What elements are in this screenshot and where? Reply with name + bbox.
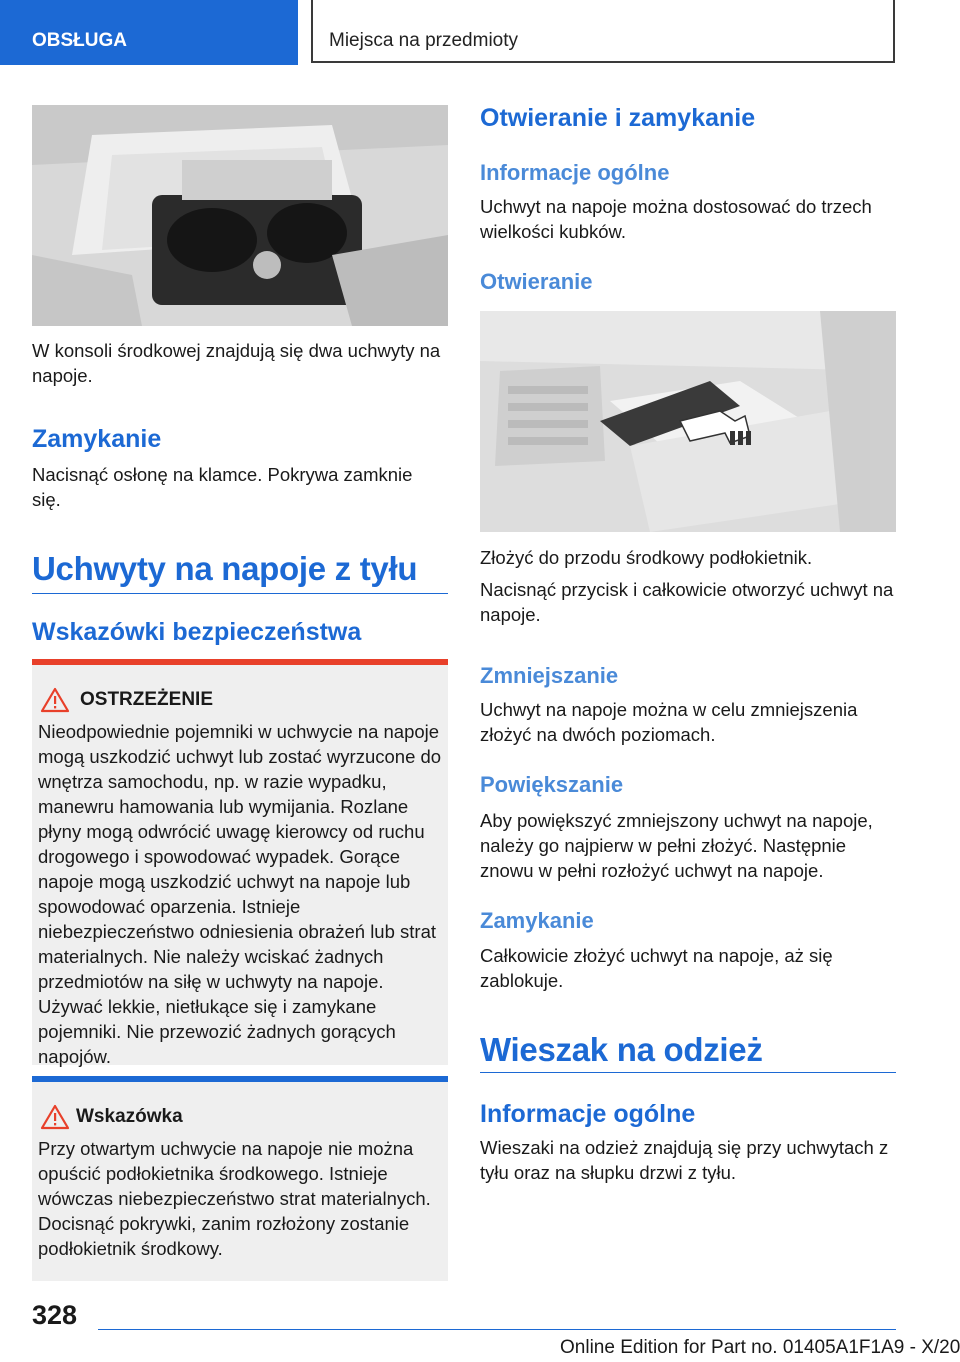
photo-caption: W konsoli środkowej znajdują się dwa uchwyty na napoje. (32, 340, 441, 386)
general-text: Uchwyt na napoje można dostosować do trzech wielkości kubków. (480, 196, 872, 242)
enlarge-text: Aby powiększyć zmniejszony uchwyt na napoje, należy go najpierw w pełni złożyć. Następnie znowu w pełni rozłożyć uchwyt na napoje. (480, 810, 873, 881)
close-heading: Zamykanie (480, 908, 594, 933)
closing-heading: Zamykanie (32, 425, 162, 453)
edition-text: Online Edition for Part no. 01405A1F1A9 - X/20 (560, 1337, 960, 1358)
chapter-tab (311, 0, 895, 63)
note-triangle-icon (40, 1104, 70, 1130)
note-box (32, 1076, 448, 1281)
note-bar (32, 1076, 448, 1082)
reduce-heading: Zmniejszanie (480, 663, 619, 688)
closing-text: Nacisnąć osłonę na klamce. Pokrywa zamknie się. (32, 464, 413, 510)
console-cupholder-photo (32, 105, 448, 326)
hanger-general-heading: Informacje ogólne (480, 1100, 696, 1128)
enlarge-heading: Powiększanie (480, 772, 624, 797)
page-number: 328 (32, 1300, 78, 1330)
note-text: Przy otwartym uchwycie na napoje nie można opuścić podłokietnika środkowego. Istnieje wówczas niebezpieczeństwo strat materialnych. Docisnąć pokrywki, zanim rozłożony zostanie podłokietnik środkowy. (38, 1138, 431, 1259)
general-heading: Informacje ogólne (480, 160, 670, 185)
warning-text: Nieodpowiednie pojemniki w uchwycie na napoje mogą uszkodzić uchwyt lub zostać wyrzucone do wnętrza samochodu, np. w razie wypadku, manewru hamowania lub wymijania. Rozlane płyny mogą odwrócić uwagę kierowcy od ruchu drogowego i spowodować wypadek. Gorące napoje mogą uszkodzić uchwyt na napoje lub spowodować oparzenia. Istnieje niebezpieczeństwo odniesienia obrażeń lub strat materialnych. Nie należy wciskać żadnych przedmiotów na siłę w uchwyty na napoje. Używać lekkie, nietłukące się i zamykane pojemniki. Nie przewozić żadnych gorących napojów. (38, 721, 442, 1067)
armrest-photo (480, 311, 896, 532)
opening-heading: Otwieranie (480, 269, 593, 294)
section-tab (0, 0, 298, 65)
warning-bar (32, 659, 448, 665)
heading-rule (32, 593, 448, 594)
close-text: Całkowicie złożyć uchwyt na napoje, aż się zablokuje. (480, 945, 833, 991)
safety-heading: Wskazówki bezpieczeństwa (32, 618, 362, 646)
main-heading: Uchwyty na napoje z tyłu (32, 550, 418, 587)
note-title: Wskazówka (76, 1106, 183, 1127)
warning-title: OSTRZEŻENIE (80, 689, 214, 710)
hanger-text: Wieszaki na odzież znajdują się przy uchwytach z tyłu oraz na słupku drzwi z tyłu. (480, 1137, 889, 1183)
chapter-label: Miejsca na przedmioty (329, 30, 519, 51)
warning-triangle-icon (40, 687, 70, 713)
footer-rule (98, 1329, 896, 1330)
section-label: OBSŁUGA (32, 30, 127, 51)
hanger-heading: Wieszak na odzież (480, 1031, 763, 1068)
warning-box (32, 659, 448, 1065)
opening-step1: Złożyć do przodu środkowy podłokietnik. (480, 547, 813, 568)
right-heading: Otwieranie i zamykanie (480, 104, 756, 132)
opening-step2: Nacisnąć przycisk i całkowicie otworzyć uchwyt na napoje. (480, 579, 894, 625)
reduce-text: Uchwyt na napoje można w celu zmniejszenia złożyć na dwóch poziomach. (480, 699, 858, 745)
hanger-rule (480, 1072, 896, 1073)
